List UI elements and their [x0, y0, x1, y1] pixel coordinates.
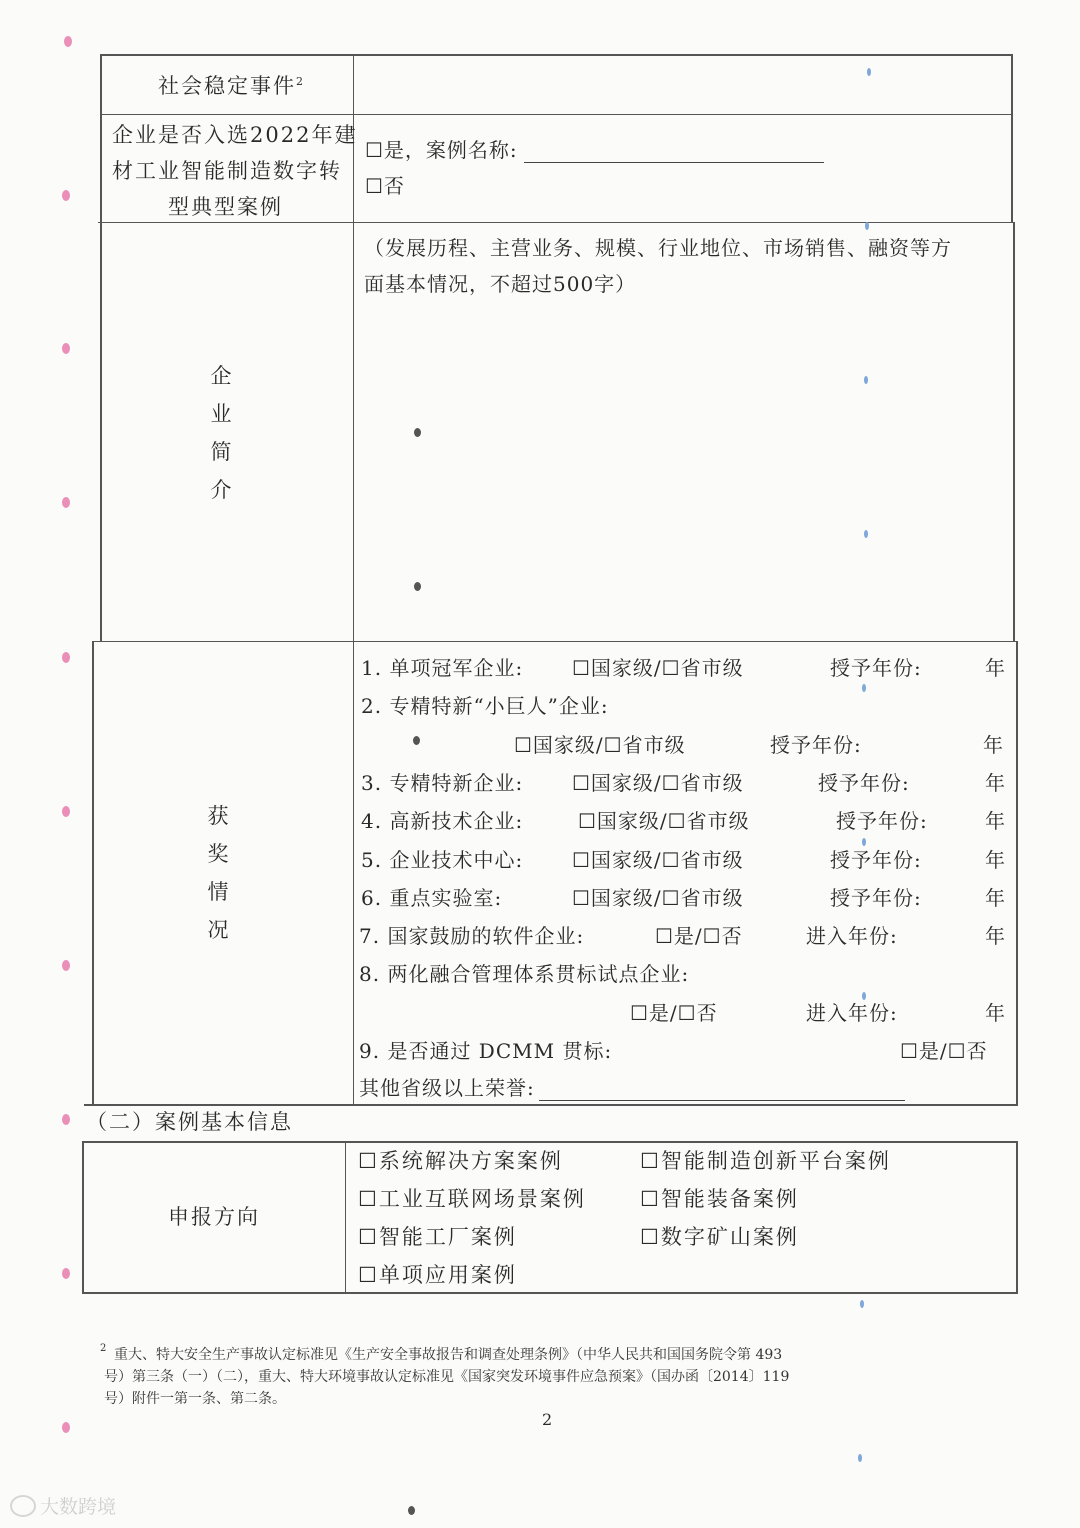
table2-border-bottom — [82, 1292, 1018, 1294]
award-item-9: 9. 是否通过 DCMM 贯标: — [359, 1039, 613, 1063]
award-4-year-label: 授予年份: — [836, 809, 928, 833]
table-column-divider — [353, 54, 354, 1106]
table-divider — [98, 222, 1014, 223]
scan-speck — [62, 1268, 70, 1279]
scan-speck — [64, 36, 72, 47]
award-7-options[interactable]: ☐是/☐否 — [655, 924, 743, 948]
award-item-6: 6. 重点实验室: — [361, 886, 503, 910]
other-honors: 其他省级以上荣誉: — [359, 1072, 905, 1101]
award-6-year-unit: 年 — [985, 886, 1006, 910]
table-border-right — [1013, 222, 1015, 642]
scan-speck — [62, 960, 70, 971]
page-number: 2 — [542, 1410, 554, 1429]
award-2-options[interactable]: ☐国家级/☐省市级 — [514, 733, 686, 757]
table-border-right — [1011, 54, 1013, 222]
award-4-options[interactable]: ☐国家级/☐省市级 — [578, 809, 750, 833]
label-company-profile: 企 业 简 介 — [210, 364, 232, 502]
award-6-options[interactable]: ☐国家级/☐省市级 — [572, 886, 744, 910]
award-1-options[interactable]: ☐国家级/☐省市级 — [572, 656, 744, 680]
award-2-year-label: 授予年份: — [770, 733, 862, 757]
watermark-logo: 大数跨境 — [10, 1492, 116, 1519]
watermark-icon — [10, 1495, 36, 1517]
table-border-left — [100, 54, 102, 642]
award-8-options[interactable]: ☐是/☐否 — [630, 1001, 718, 1025]
input-social-stability[interactable] — [356, 57, 1010, 113]
checkbox-case-no[interactable]: ☐否 — [365, 174, 405, 198]
label-declaration-direction: 申报方向 — [168, 1205, 260, 1229]
option-smart-equipment[interactable]: ☐智能装备案例 — [640, 1187, 799, 1211]
footnote-line-1: 重大、特大安全生产事故认定标准见《生产安全事故报告和调查处理条例》（中华人民共和国国务院令第 493 — [114, 1347, 783, 1363]
label-typical-case-line1: 企业是否入选2022年建 — [112, 123, 358, 147]
award-5-options[interactable]: ☐国家级/☐省市级 — [572, 848, 744, 872]
award-3-options[interactable]: ☐国家级/☐省市级 — [572, 771, 744, 795]
profile-hint-line1: （发展历程、主营业务、规模、行业地位、市场销售、融资等方 — [364, 236, 952, 260]
footnote-mark: 2 — [100, 1343, 107, 1354]
award-1-year-label: 授予年份: — [830, 656, 922, 680]
option-industrial-internet[interactable]: ☐工业互联网场景案例 — [358, 1187, 586, 1211]
award-item-1: 1. 单项冠军企业: — [361, 656, 524, 680]
scan-speck — [864, 530, 868, 538]
label-social-stability: 社会稳定事件$^2$ — [158, 74, 305, 98]
scan-speck — [862, 684, 866, 692]
scan-speck — [413, 736, 420, 745]
award-1-year-unit: 年 — [985, 656, 1006, 680]
award-item-5: 5. 企业技术中心: — [361, 848, 524, 872]
award-item-7: 7. 国家鼓励的软件企业: — [359, 924, 585, 948]
option-single-application[interactable]: ☐单项应用案例 — [358, 1263, 517, 1287]
award-8-year-label: 进入年份: — [806, 1001, 898, 1025]
profile-hint-line2: 面基本情况，不超过500字） — [364, 272, 637, 296]
label-awards: 获 奖 情 况 — [207, 804, 229, 942]
other-honors-field[interactable] — [539, 1082, 905, 1101]
award-4-year-unit: 年 — [985, 809, 1006, 833]
option-digital-mine[interactable]: ☐数字矿山案例 — [640, 1225, 799, 1249]
award-3-year-unit: 年 — [985, 771, 1006, 795]
scan-speck — [864, 376, 868, 384]
label-typical-case-line2: 材工业智能制造数字转 — [112, 159, 342, 183]
scan-speck — [860, 1300, 864, 1308]
footnote-line-2: 号）第三条（一）（二），重大、特大环境事故认定标准见《国家突发环境事件应急预案》（国办函〔2014〕119 — [104, 1369, 790, 1385]
award-item-2: 2. 专精特新“小巨人”企业: — [361, 694, 609, 718]
award-3-year-label: 授予年份: — [818, 771, 910, 795]
scan-speck — [414, 428, 421, 437]
table-divider — [100, 114, 1012, 115]
award-2-year-unit: 年 — [983, 733, 1004, 757]
award-item-4: 4. 高新技术企业: — [361, 809, 524, 833]
scan-speck — [62, 806, 70, 817]
scan-speck — [865, 222, 869, 230]
table-border-right — [1016, 641, 1018, 1106]
award-9-options[interactable]: ☐是/☐否 — [900, 1039, 988, 1063]
table2-border-top — [82, 1141, 1018, 1143]
table2-column-divider — [345, 1141, 346, 1294]
scan-speck — [62, 1422, 70, 1433]
label-typical-case-line3: 型典型案例 — [168, 195, 283, 219]
section-title-case-info: （二）案例基本信息 — [86, 1110, 293, 1134]
footnote-line-3: 号）附件一第一条、第二条。 — [104, 1391, 286, 1407]
scan-speck — [62, 497, 70, 508]
option-innovation-platform[interactable]: ☐智能制造创新平台案例 — [640, 1149, 891, 1173]
option-system-solution[interactable]: ☐系统解决方案案例 — [358, 1149, 563, 1173]
table2-border-left — [82, 1141, 84, 1294]
scan-speck — [408, 1506, 415, 1515]
option-smart-factory[interactable]: ☐智能工厂案例 — [358, 1225, 517, 1249]
case-name-field[interactable] — [524, 144, 824, 163]
scan-speck — [62, 652, 70, 663]
award-5-year-unit: 年 — [985, 848, 1006, 872]
table-border-top — [100, 54, 1012, 56]
scan-speck — [62, 343, 70, 354]
award-item-8: 8. 两化融合管理体系贯标试点企业: — [359, 962, 690, 986]
table2-border-right — [1016, 1141, 1018, 1294]
award-item-3: 3. 专精特新企业: — [361, 771, 524, 795]
award-7-year-unit: 年 — [985, 924, 1006, 948]
award-7-year-label: 进入年份: — [806, 924, 898, 948]
scan-speck — [62, 190, 70, 201]
award-6-year-label: 授予年份: — [830, 886, 922, 910]
award-8-year-unit: 年 — [985, 1001, 1006, 1025]
award-5-year-label: 授予年份: — [830, 848, 922, 872]
scan-speck — [414, 582, 421, 591]
scan-speck — [862, 992, 866, 1000]
scan-speck — [858, 1454, 862, 1462]
table-divider — [92, 641, 1016, 642]
checkbox-case-yes[interactable]: ☐是，案例名称: — [365, 134, 824, 163]
company-profile-textarea[interactable] — [356, 305, 1010, 637]
scan-speck — [867, 68, 871, 76]
scan-speck — [62, 1114, 70, 1125]
table-border-left — [92, 641, 94, 1106]
scan-speck — [862, 838, 866, 846]
